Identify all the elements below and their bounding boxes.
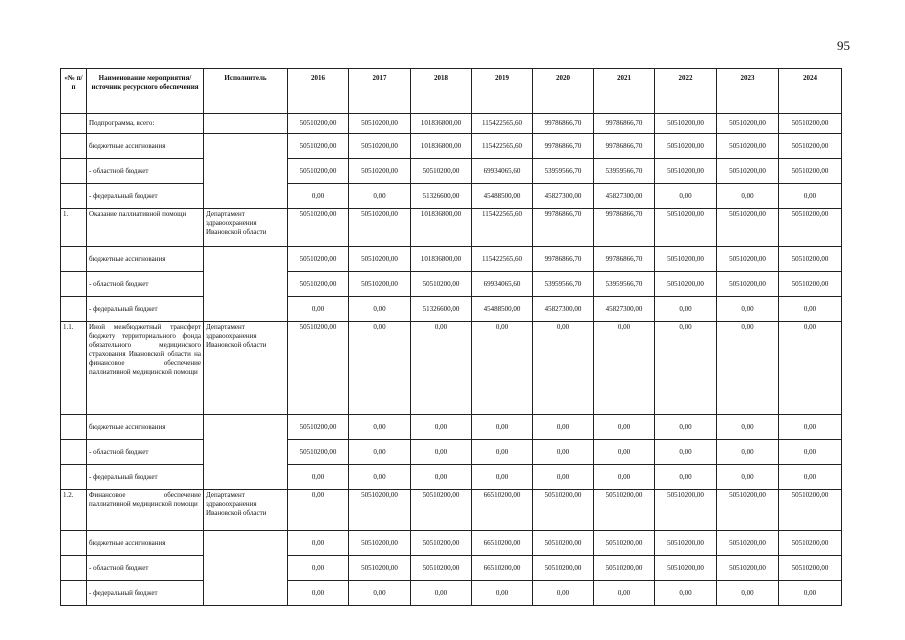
row-executor [204, 272, 288, 297]
cell-value: 66510200,00 [472, 490, 533, 531]
cell-value: 0,00 [349, 297, 411, 322]
cell-value: 115422565,60 [472, 209, 533, 247]
cell-value: 50510200,00 [655, 159, 717, 184]
cell-value: 0,00 [472, 415, 533, 440]
cell-value: 50510200,00 [288, 272, 349, 297]
cell-value: 50510200,00 [594, 490, 655, 531]
cell-value: 69934065,60 [472, 272, 533, 297]
row-name: Иной межбюджетный трансферт бюджету территориального фонда обязательного медицинского страхования Ивановской области на финансовое обеспечение паллиативной медицинской помощи [87, 322, 204, 415]
column-header: 2024 [779, 69, 842, 114]
cell-value: 115422565,60 [472, 247, 533, 272]
cell-value: 0,00 [533, 465, 594, 490]
row-name: - федеральный бюджет [87, 465, 204, 490]
table-row [61, 184, 842, 209]
column-header: 2022 [655, 69, 717, 114]
row-name: бюджетные ассигнования [87, 531, 204, 556]
cell-value: 0,00 [411, 440, 472, 465]
cell-value: 0,00 [779, 440, 842, 465]
row-name: - федеральный бюджет [87, 184, 204, 209]
cell-value: 0,00 [655, 297, 717, 322]
cell-value: 50510200,00 [349, 159, 411, 184]
cell-value: 50510200,00 [349, 114, 411, 134]
cell-value: 101836800,00 [411, 134, 472, 159]
row-index [61, 159, 87, 184]
cell-value: 0,00 [288, 465, 349, 490]
cell-value: 50510200,00 [655, 531, 717, 556]
cell-value: 0,00 [349, 184, 411, 209]
cell-value: 0,00 [717, 440, 779, 465]
cell-value: 51326600,00 [411, 297, 472, 322]
column-header: 2021 [594, 69, 655, 114]
cell-value: 45827300,00 [533, 184, 594, 209]
cell-value: 0,00 [349, 322, 411, 415]
cell-value: 50510200,00 [411, 556, 472, 581]
table-body [61, 114, 842, 606]
cell-value: 50510200,00 [533, 490, 594, 531]
row-executor [204, 440, 288, 465]
cell-value: 45488500,00 [472, 297, 533, 322]
cell-value: 0,00 [288, 531, 349, 556]
cell-value: 0,00 [594, 581, 655, 606]
cell-value: 50510200,00 [779, 272, 842, 297]
cell-value: 53959566,70 [533, 159, 594, 184]
cell-value: 115422565,60 [472, 114, 533, 134]
cell-value: 99786866,70 [533, 134, 594, 159]
cell-value: 50510200,00 [717, 209, 779, 247]
cell-value: 50510200,00 [533, 556, 594, 581]
cell-value: 0,00 [717, 581, 779, 606]
cell-value: 0,00 [779, 322, 842, 415]
cell-value: 0,00 [717, 465, 779, 490]
row-index [61, 134, 87, 159]
cell-value: 0,00 [717, 297, 779, 322]
cell-value: 0,00 [411, 581, 472, 606]
cell-value: 50510200,00 [288, 159, 349, 184]
row-name: - федеральный бюджет [87, 581, 204, 606]
row-index: 1.2. [61, 490, 87, 531]
column-header: 2020 [533, 69, 594, 114]
cell-value: 50510200,00 [349, 531, 411, 556]
cell-value: 50510200,00 [717, 159, 779, 184]
cell-value: 99786866,70 [594, 114, 655, 134]
cell-value: 50510200,00 [717, 272, 779, 297]
cell-value: 50510200,00 [288, 247, 349, 272]
table-row [61, 134, 842, 159]
table-row [61, 556, 842, 581]
row-executor: Департамент здравоохранения Ивановской области [204, 490, 288, 531]
cell-value: 0,00 [533, 581, 594, 606]
cell-value: 50510200,00 [411, 531, 472, 556]
row-name: - областной бюджет [87, 159, 204, 184]
cell-value: 50510200,00 [717, 247, 779, 272]
cell-value: 50510200,00 [655, 209, 717, 247]
row-executor [204, 114, 288, 134]
cell-value: 99786866,70 [533, 247, 594, 272]
cell-value: 0,00 [594, 465, 655, 490]
row-executor: Департамент здравоохранения Ивановской области [204, 209, 288, 247]
cell-value: 50510200,00 [411, 490, 472, 531]
cell-value: 0,00 [655, 415, 717, 440]
row-index [61, 531, 87, 556]
row-executor [204, 531, 288, 556]
cell-value: 45827300,00 [594, 297, 655, 322]
cell-value: 0,00 [288, 490, 349, 531]
row-index [61, 297, 87, 322]
cell-value: 50510200,00 [717, 490, 779, 531]
cell-value: 53959566,70 [594, 159, 655, 184]
table-row [61, 159, 842, 184]
table-row [61, 415, 842, 440]
cell-value: 0,00 [594, 322, 655, 415]
cell-value: 51326600,00 [411, 184, 472, 209]
cell-value: 0,00 [779, 581, 842, 606]
cell-value: 50510200,00 [594, 531, 655, 556]
cell-value: 0,00 [779, 297, 842, 322]
row-name: - областной бюджет [87, 440, 204, 465]
column-header: «№ п/п [61, 69, 87, 114]
row-index: 1.1. [61, 322, 87, 415]
cell-value: 0,00 [349, 415, 411, 440]
cell-value: 50510200,00 [288, 134, 349, 159]
row-index [61, 272, 87, 297]
cell-value: 99786866,70 [594, 134, 655, 159]
row-index [61, 415, 87, 440]
cell-value: 50510200,00 [717, 531, 779, 556]
cell-value: 50510200,00 [655, 556, 717, 581]
table-row [61, 114, 842, 134]
row-executor [204, 581, 288, 606]
table-row [61, 465, 842, 490]
cell-value: 53959566,70 [533, 272, 594, 297]
row-executor: Департамент здравоохранения Ивановской области [204, 322, 288, 415]
cell-value: 101836800,00 [411, 114, 472, 134]
page-number: 95 [837, 38, 850, 53]
row-name: Финансовое обеспечение паллиативной медицинской помощи [87, 490, 204, 531]
cell-value: 50510200,00 [717, 114, 779, 134]
column-header: Исполнитель [204, 69, 288, 114]
cell-value: 50510200,00 [779, 490, 842, 531]
cell-value: 0,00 [288, 184, 349, 209]
cell-value: 0,00 [594, 415, 655, 440]
row-name: - федеральный бюджет [87, 297, 204, 322]
table-row [61, 209, 842, 247]
cell-value: 50510200,00 [779, 159, 842, 184]
cell-value: 50510200,00 [349, 272, 411, 297]
cell-value: 0,00 [779, 415, 842, 440]
cell-value: 50510200,00 [349, 490, 411, 531]
cell-value: 0,00 [717, 415, 779, 440]
cell-value: 50510200,00 [349, 209, 411, 247]
table-row [61, 322, 842, 415]
cell-value: 50510200,00 [779, 114, 842, 134]
table-row [61, 581, 842, 606]
cell-value: 0,00 [349, 465, 411, 490]
cell-value: 0,00 [533, 322, 594, 415]
row-executor [204, 159, 288, 184]
row-executor [204, 134, 288, 159]
cell-value: 0,00 [594, 440, 655, 465]
cell-value: 0,00 [411, 322, 472, 415]
cell-value: 50510200,00 [717, 134, 779, 159]
cell-value: 50510200,00 [717, 556, 779, 581]
row-index [61, 247, 87, 272]
row-executor [204, 297, 288, 322]
cell-value: 0,00 [717, 322, 779, 415]
cell-value: 50510200,00 [288, 114, 349, 134]
cell-value: 50510200,00 [411, 159, 472, 184]
cell-value: 0,00 [779, 184, 842, 209]
cell-value: 50510200,00 [349, 247, 411, 272]
cell-value: 0,00 [349, 581, 411, 606]
cell-value: 0,00 [655, 322, 717, 415]
cell-value: 0,00 [717, 184, 779, 209]
cell-value: 0,00 [533, 440, 594, 465]
cell-value: 45827300,00 [533, 297, 594, 322]
cell-value: 0,00 [779, 465, 842, 490]
row-name: бюджетные ассигнования [87, 415, 204, 440]
cell-value: 50510200,00 [349, 134, 411, 159]
table-header-row [61, 69, 842, 114]
cell-value: 50510200,00 [779, 134, 842, 159]
cell-value: 50510200,00 [288, 209, 349, 247]
column-header: 2023 [717, 69, 779, 114]
column-header: Наименование мероприятия/источник ресурсного обеспечения [87, 69, 204, 114]
cell-value: 50510200,00 [594, 556, 655, 581]
cell-value: 0,00 [288, 556, 349, 581]
table-row [61, 490, 842, 531]
cell-value: 50510200,00 [779, 247, 842, 272]
table-row [61, 440, 842, 465]
row-name: Подпрограмма, всего: [87, 114, 204, 134]
column-header: 2019 [472, 69, 533, 114]
cell-value: 0,00 [288, 297, 349, 322]
cell-value: 45488500,00 [472, 184, 533, 209]
cell-value: 50510200,00 [655, 490, 717, 531]
cell-value: 0,00 [655, 440, 717, 465]
row-executor [204, 415, 288, 440]
cell-value: 0,00 [533, 415, 594, 440]
row-index [61, 556, 87, 581]
row-executor [204, 556, 288, 581]
cell-value: 50510200,00 [779, 531, 842, 556]
column-header: 2017 [349, 69, 411, 114]
cell-value: 0,00 [472, 581, 533, 606]
row-executor [204, 247, 288, 272]
cell-value: 50510200,00 [655, 272, 717, 297]
cell-value: 99786866,70 [594, 209, 655, 247]
cell-value: 0,00 [411, 465, 472, 490]
cell-value: 99786866,70 [594, 247, 655, 272]
cell-value: 0,00 [349, 440, 411, 465]
row-executor [204, 465, 288, 490]
table-row [61, 297, 842, 322]
cell-value: 99786866,70 [533, 209, 594, 247]
cell-value: 50510200,00 [411, 272, 472, 297]
cell-value: 0,00 [472, 322, 533, 415]
cell-value: 53959566,70 [594, 272, 655, 297]
table-row [61, 531, 842, 556]
row-name: - областной бюджет [87, 556, 204, 581]
cell-value: 0,00 [472, 440, 533, 465]
row-name: бюджетные ассигнования [87, 134, 204, 159]
cell-value: 66510200,00 [472, 531, 533, 556]
cell-value: 101836800,00 [411, 209, 472, 247]
cell-value: 50510200,00 [288, 440, 349, 465]
row-index [61, 581, 87, 606]
cell-value: 0,00 [655, 581, 717, 606]
cell-value: 50510200,00 [779, 556, 842, 581]
cell-value: 50510200,00 [655, 247, 717, 272]
cell-value: 0,00 [655, 465, 717, 490]
row-name: - областной бюджет [87, 272, 204, 297]
cell-value: 101836800,00 [411, 247, 472, 272]
cell-value: 99786866,70 [533, 114, 594, 134]
cell-value: 0,00 [655, 184, 717, 209]
column-header: 2018 [411, 69, 472, 114]
cell-value: 115422565,60 [472, 134, 533, 159]
cell-value: 0,00 [288, 581, 349, 606]
cell-value: 0,00 [411, 415, 472, 440]
table-row [61, 247, 842, 272]
row-index [61, 184, 87, 209]
row-name: бюджетные ассигнования [87, 247, 204, 272]
row-index: 1. [61, 209, 87, 247]
row-index [61, 114, 87, 134]
cell-value: 50510200,00 [349, 556, 411, 581]
cell-value: 50510200,00 [288, 322, 349, 415]
cell-value: 66510200,00 [472, 556, 533, 581]
cell-value: 50510200,00 [779, 209, 842, 247]
column-header: 2016 [288, 69, 349, 114]
cell-value: 50510200,00 [533, 531, 594, 556]
table-row [61, 272, 842, 297]
row-executor [204, 184, 288, 209]
row-name: Оказание паллиативной помощи [87, 209, 204, 247]
row-index [61, 465, 87, 490]
row-index [61, 440, 87, 465]
cell-value: 0,00 [472, 465, 533, 490]
cell-value: 50510200,00 [655, 114, 717, 134]
cell-value: 50510200,00 [655, 134, 717, 159]
cell-value: 50510200,00 [288, 415, 349, 440]
cell-value: 45827300,00 [594, 184, 655, 209]
budget-table [60, 68, 842, 606]
cell-value: 69934065,60 [472, 159, 533, 184]
